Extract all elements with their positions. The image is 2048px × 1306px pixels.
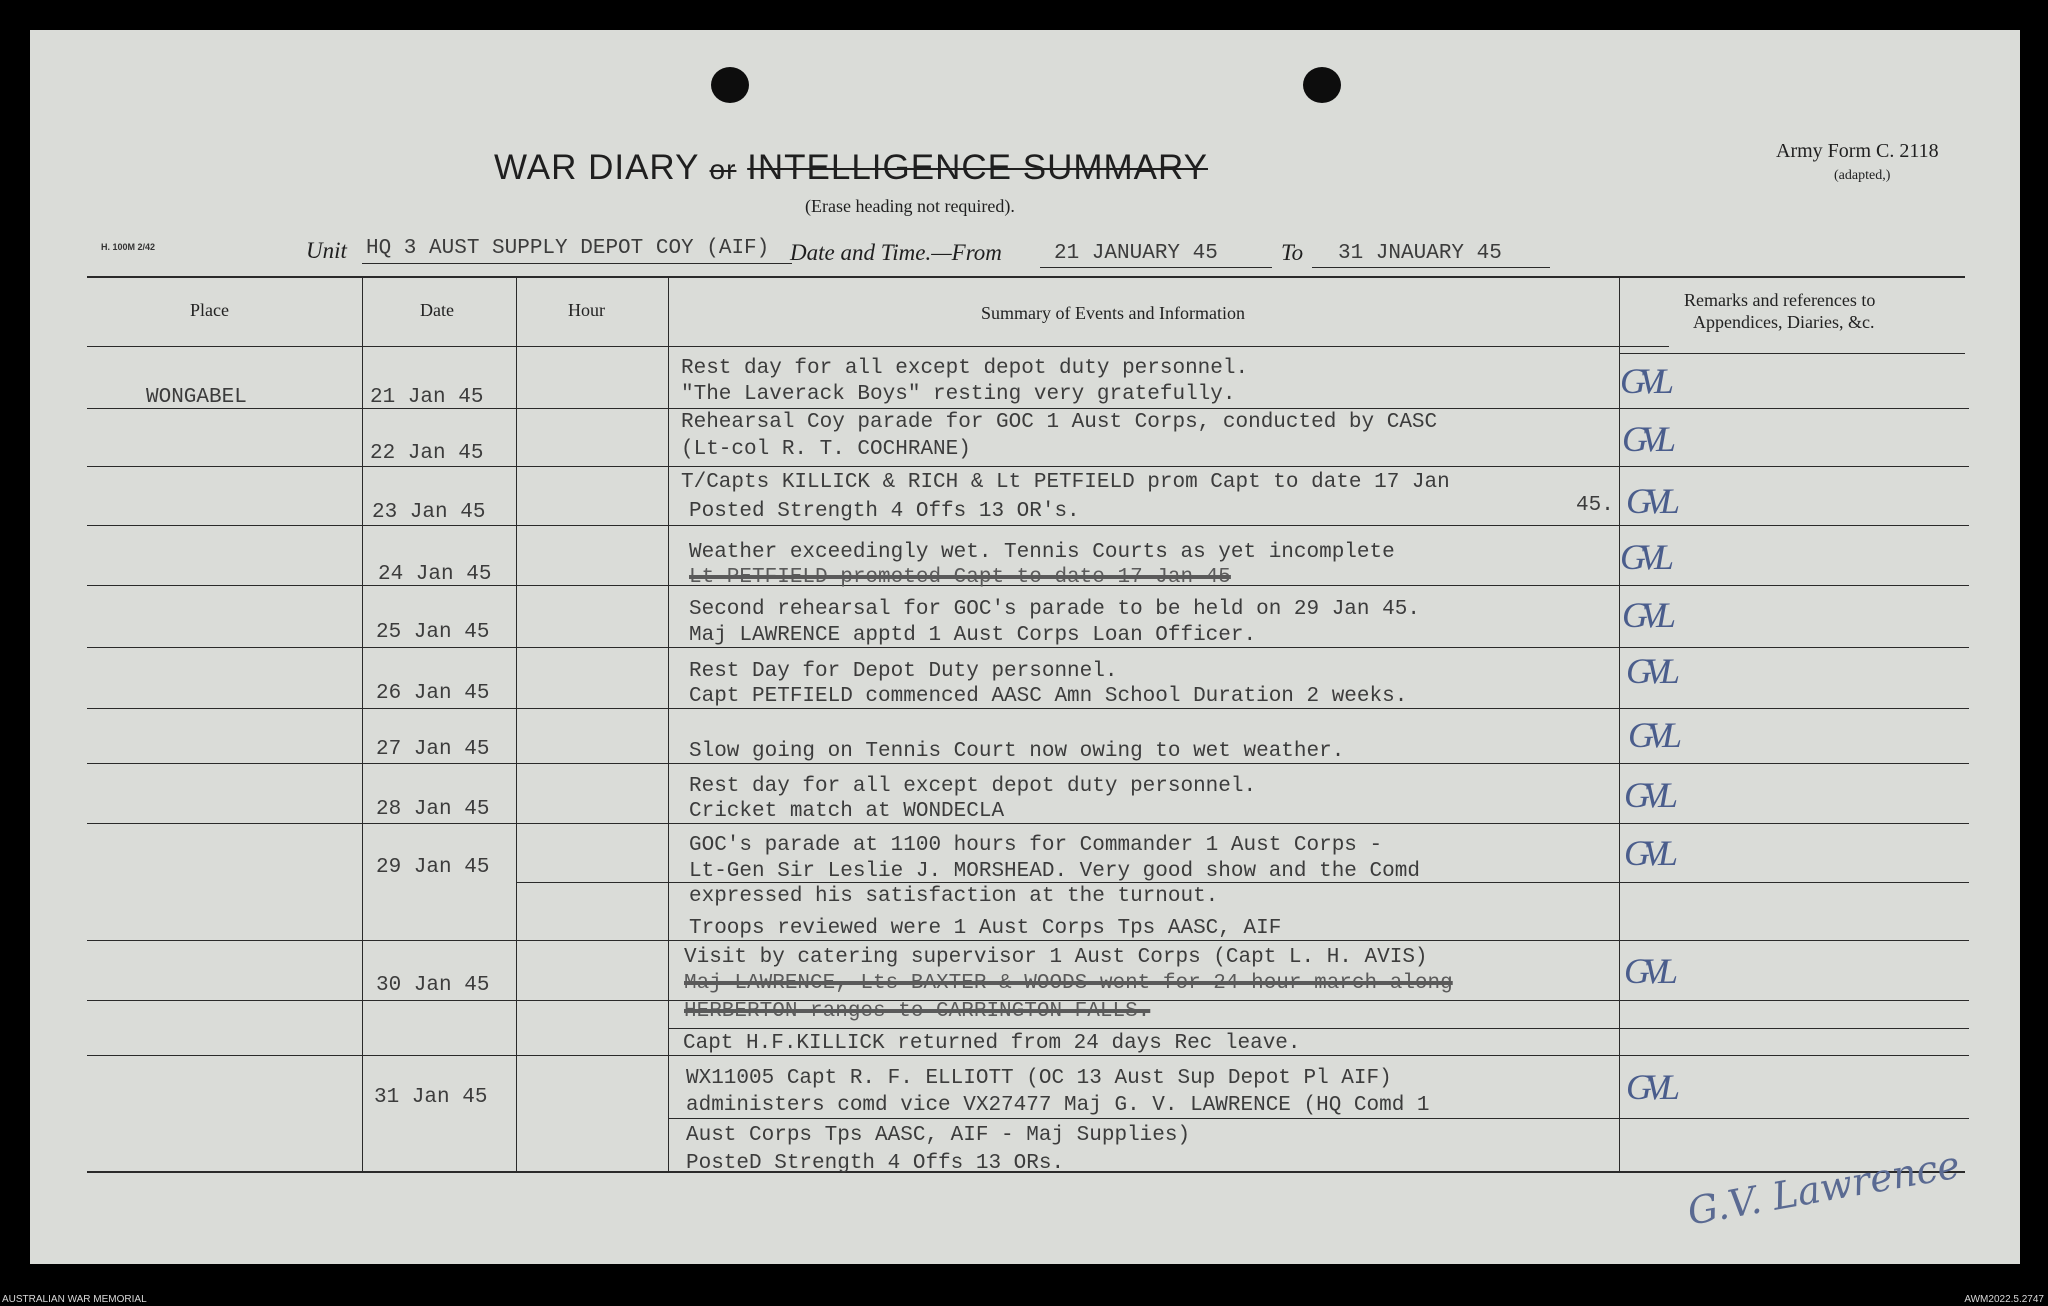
- entry-line: Troops reviewed were 1 Aust Corps Tps AASC, AIF: [689, 917, 1282, 940]
- col-divider-place-date: [362, 278, 363, 1171]
- entry-line: Second rehearsal for GOC's parade to be held on 29 Jan 45.: [689, 598, 1420, 621]
- row-rule: [668, 1118, 1969, 1119]
- entry-line: Cricket match at WONDECLA: [689, 800, 1005, 823]
- col-header-place: Place: [190, 300, 229, 320]
- to-underline: [1312, 267, 1550, 268]
- col-header-remarks-2: Appendices, Diaries, &c.: [1693, 312, 1875, 332]
- date-cell: 26 Jan 45: [376, 682, 490, 705]
- entry-line: (Lt-col R. T. COCHRANE): [681, 438, 971, 461]
- entry-line: expressed his satisfaction at the turnout.: [689, 885, 1219, 908]
- entry-line: Rest Day for Depot Duty personnel.: [689, 660, 1118, 683]
- entry-line: Rest day for all except depot duty personnel.: [689, 775, 1257, 798]
- erase-note: (Erase heading not required).: [805, 196, 1015, 216]
- col-divider-summary-remarks: [1619, 278, 1620, 1171]
- row-rule: [87, 466, 1969, 467]
- remarks-initials: GVL: [1624, 951, 1672, 991]
- row-rule: [87, 708, 1969, 709]
- remarks-initials: GVL: [1622, 419, 1670, 459]
- entry-line: 45.: [1576, 494, 1614, 517]
- form-code: H. 100M 2/42: [101, 242, 156, 252]
- struck-entry-line: Maj LAWRENCE, Lts BAXTER & WOODS went for 24 hour march along: [684, 972, 1453, 995]
- table-header-rule-left: [87, 346, 1669, 347]
- date-cell: 31 Jan 45: [374, 1086, 488, 1109]
- entry-line: Rest day for all except depot duty personnel.: [681, 357, 1249, 380]
- adapted-label: (adapted,): [1834, 168, 1891, 183]
- row-rule: [87, 763, 1969, 764]
- from-value: 21 JANUARY 45: [1054, 242, 1218, 265]
- punch-hole-left: [711, 67, 749, 103]
- remarks-initials: GVL: [1622, 595, 1670, 635]
- entry-line: Posted Strength 4 Offs 13 OR's.: [689, 500, 1080, 523]
- row-rule: [87, 647, 1969, 648]
- date-cell: 24 Jan 45: [378, 563, 492, 586]
- date-cell: 28 Jan 45: [376, 798, 490, 821]
- entry-line: Capt PETFIELD commenced AASC Amn School Duration 2 weeks.: [689, 685, 1408, 708]
- struck-entry-line: Lt PETFIELD promoted Capt to date 17 Jan 45: [689, 566, 1231, 589]
- row-rule: [668, 1028, 1969, 1029]
- entry-line: Lt-Gen Sir Leslie J. MORSHEAD. Very good show and the Comd: [689, 860, 1420, 883]
- entry-line: Visit by catering supervisor 1 Aust Corps (Capt L. H. AVIS): [684, 946, 1428, 969]
- entry-line: T/Capts KILLICK & RICH & Lt PETFIELD prom Capt to date 17 Jan: [681, 471, 1450, 494]
- table-header-rule-right: [1620, 353, 1965, 354]
- to-value: 31 JNAUARY 45: [1338, 242, 1502, 265]
- entry-line: Maj LAWRENCE apptd 1 Aust Corps Loan Officer.: [689, 624, 1257, 647]
- date-cell: 21 Jan 45: [370, 386, 484, 409]
- table-top-rule: [87, 276, 1965, 278]
- remarks-initials: GVL: [1620, 361, 1668, 401]
- remarks-initials: GVL: [1624, 775, 1672, 815]
- remarks-initials: GVL: [1620, 537, 1668, 577]
- date-cell: 23 Jan 45: [372, 501, 486, 524]
- entry-line: Slow going on Tennis Court now owing to wet weather.: [689, 740, 1345, 763]
- col-divider-hour-summary: [668, 278, 669, 1171]
- col-header-remarks-1: Remarks and references to: [1684, 290, 1876, 310]
- remarks-initials: GVL: [1626, 651, 1674, 691]
- title-war-diary: WAR DIARY: [494, 148, 699, 187]
- entry-line: WX11005 Capt R. F. ELLIOTT (OC 13 Aust Sup Depot Pl AIF): [686, 1067, 1392, 1090]
- punch-hole-right: [1303, 67, 1341, 103]
- entry-line: GOC's parade at 1100 hours for Commander 1 Aust Corps -: [689, 834, 1383, 857]
- row-rule: [87, 1055, 1969, 1056]
- entry-line: Weather exceedingly wet. Tennis Courts as yet incomplete: [689, 541, 1395, 564]
- signature: G.V. Lawrence: [1684, 1142, 1963, 1234]
- date-cell: 27 Jan 45: [376, 738, 490, 761]
- row-rule: [87, 525, 1969, 526]
- title-or: or: [709, 154, 737, 185]
- remarks-initials: GVL: [1628, 715, 1676, 755]
- remarks-initials: GVL: [1626, 1067, 1674, 1107]
- col-divider-date-hour: [516, 278, 517, 1171]
- entry-line: administers comd vice VX27477 Maj G. V. LAWRENCE (HQ Comd 1: [686, 1094, 1430, 1117]
- entry-line: Aust Corps Tps AASC, AIF - Maj Supplies): [686, 1124, 1191, 1147]
- struck-entry-line: HERBERTON ranges to CARRINGTON FALLS.: [684, 1000, 1151, 1023]
- to-label: To: [1281, 240, 1304, 265]
- from-underline: [1040, 267, 1272, 268]
- row-rule: [87, 940, 1969, 941]
- footer-right: AWM2022.5.2747: [1964, 1294, 2044, 1305]
- page-title: [494, 148, 1208, 188]
- entry-line: PosteD Strength 4 Offs 13 ORs.: [686, 1152, 1065, 1175]
- date-cell: 30 Jan 45: [376, 974, 490, 997]
- army-form-label: Army Form C. 2118: [1776, 140, 1939, 162]
- row-rule: [87, 823, 1969, 824]
- col-header-summary: Summary of Events and Information: [981, 303, 1245, 323]
- date-time-label: Date and Time.—From: [790, 240, 1002, 265]
- date-cell: 29 Jan 45: [376, 856, 490, 879]
- unit-value: HQ 3 AUST SUPPLY DEPOT COY (AIF): [366, 237, 770, 260]
- date-cell: 22 Jan 45: [370, 442, 484, 465]
- unit-label: Unit: [306, 238, 347, 263]
- place-cell: WONGABEL: [146, 386, 247, 409]
- col-header-date: Date: [420, 300, 454, 320]
- unit-underline: [362, 263, 792, 264]
- entry-line: Rehearsal Coy parade for GOC 1 Aust Corps, conducted by CASC: [681, 411, 1438, 434]
- remarks-initials: GVL: [1626, 481, 1674, 521]
- entry-line: Capt H.F.KILLICK returned from 24 days Rec leave.: [683, 1032, 1301, 1055]
- remarks-initials: GVL: [1624, 833, 1672, 873]
- col-header-hour: Hour: [568, 300, 605, 320]
- date-cell: 25 Jan 45: [376, 621, 490, 644]
- title-intelligence-summary: INTELLIGENCE SUMMARY: [747, 148, 1208, 187]
- footer-left: AUSTRALIAN WAR MEMORIAL: [2, 1294, 147, 1305]
- entry-line: "The Laverack Boys" resting very gratefully.: [681, 383, 1236, 406]
